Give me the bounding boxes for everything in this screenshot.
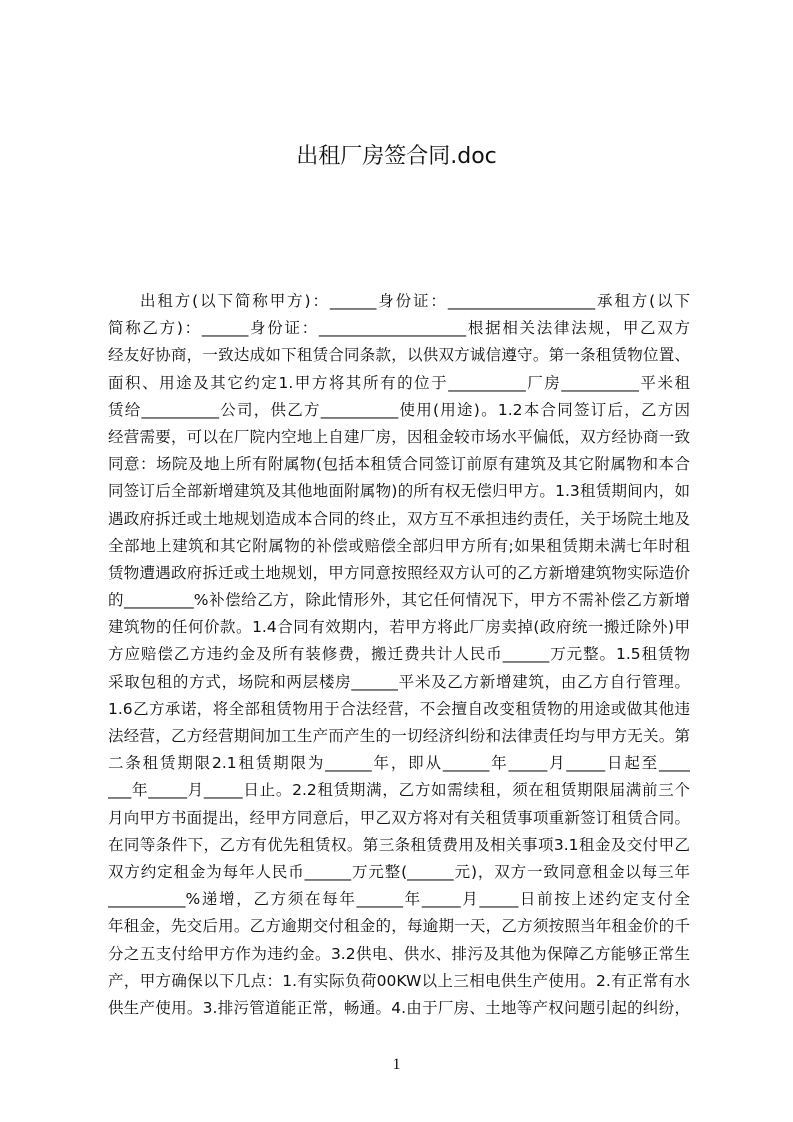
paragraph-line: 经友好协商，一致达成如下租赁合同条款，以供双方诚信遵守。第一条租赁物位置、 [108, 346, 690, 365]
paragraph-line: 1.6乙方承诺，将全部租赁物用于合法经营，不会擅自改变租赁物的用途或做其他违 [108, 699, 690, 718]
paragraph-line: 面积、用途及其它约定1.甲方将其所有的位于__________厂房__________平米租 [108, 373, 690, 392]
paragraph-line: 方应赔偿乙方违约金及所有装修费，搬迁费共计人民币______万元整。1.5租赁物 [108, 645, 690, 664]
paragraph-line: 供生产使用。3.排污管道能正常，畅通。4.由于厂房、土地等产权问题引起的纠纷， [108, 998, 690, 1017]
paragraph-line: 全部地上建筑和其它附属物的补偿或赔偿全部归甲方所有;如果租赁期未满七年时租 [108, 536, 690, 555]
paragraph-line: 遇政府拆迁或土地规划造成本合同的终止，双方互不承担违约责任，关于场院土地及 [108, 509, 690, 528]
page-number: 1 [392, 1056, 401, 1073]
paragraph-line: 赁给__________公司，供乙方__________使用(用途)。1.2本合同签订后，乙方因 [108, 400, 690, 419]
paragraph-line: 的_________%补偿给乙方，除此情形外，其它任何情况下，甲方不需补偿乙方新增 [108, 591, 690, 610]
paragraph-line: 产，甲方确保以下几点：1.有实际负荷00KW以上三相电供生产使用。2.有正常有水 [108, 971, 690, 990]
paragraph-line: 同意：场院及地上所有附属物(包括本租赁合同签订前原有建筑及其它附属物和本合 [108, 455, 690, 474]
document-title: 出租厂房签合同.doc [296, 144, 497, 169]
paragraph-line: 二条租赁期限2.1租赁期限为______年，即从______年_____月_____日起至____ [108, 754, 690, 773]
paragraph-line: 法经营，乙方经营期间加工生产而产生的一切经济纠纷和法律责任均与甲方无关。第 [108, 727, 690, 745]
paragraph-line: 同签订后全部新增建筑及其他地面附属物)的所有权无偿归甲方。1.3租赁期间内，如 [108, 482, 690, 501]
paragraph-line: 年租金，先交后用。乙方逾期交付租金的，每逾期一天，乙方须按照当年租金价的千 [108, 917, 690, 936]
paragraph-line: 经营需要，可以在厂院内空地上自建厂房，因租金较市场水平偏低，双方经协商一致 [108, 427, 690, 446]
paragraph-line: 简称乙方)：______身份证：___________________根据相关法律法规，甲乙双方 [108, 319, 690, 338]
paragraph-line: ___年_____月_____日止。2.2租赁期满，乙方如需续租，须在租赁期限届满前三个 [108, 781, 690, 800]
paragraph-line: 建筑物的任何价款。1.4合同有效期内，若甲方将此厂房卖掉(政府统一搬迁除外)甲 [108, 618, 690, 637]
document-body [108, 288, 690, 1022]
paragraph-line: 采取包租的方式，场院和两层楼房______平米及乙方新增建筑，由乙方自行管理。 [108, 672, 690, 691]
paragraph-line: 双方约定租金为每年人民币______万元整(______元)，双方一致同意租金以每三年 [108, 862, 690, 881]
paragraph-line: 赁物遭遇政府拆迁或土地规划，甲方同意按照经双方认可的乙方新增建筑物实际造价 [108, 563, 690, 582]
paragraph-line: __________%递增，乙方须在每年______年_____月_____日前按上述约定支付全 [108, 890, 690, 909]
paragraph-line: 出租方(以下简称甲方)：______身份证：___________________承租方(以下 [140, 292, 690, 310]
paragraph-line: 在同等条件下，乙方有优先租赁权。第三条租赁费用及相关事项3.1租金及交付甲乙 [108, 835, 690, 854]
paragraph-line: 分之五支付给甲方作为违约金。3.2供电、供水、排污及其他为保障乙方能够正常生 [108, 944, 690, 963]
paragraph-line: 月向甲方书面提出，经甲方同意后，甲乙双方将对有关租赁事项重新签订租赁合同。 [108, 808, 690, 827]
